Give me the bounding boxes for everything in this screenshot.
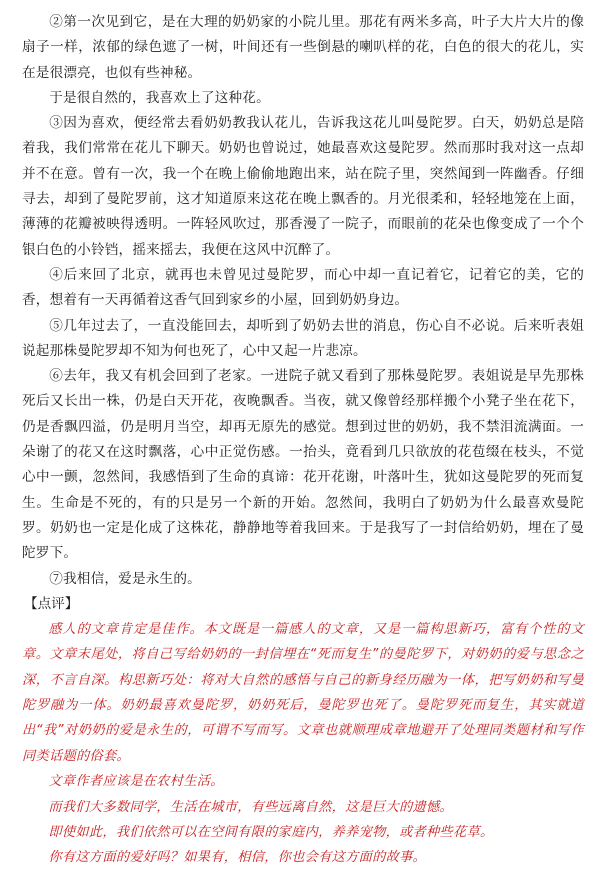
review-heading: 【点评】 (24, 595, 79, 612)
essay-paragraph-5: ⑤几年过去了，一直没能回去，却听到了奶奶去世的消息，伤心自不必说。后来听表姐说起那株曼陀罗却不知为何也死了，心中又起一片悲凉。 (22, 317, 584, 359)
essay-paragraph-2: ②第一次见到它，是在大理的奶奶家的小院儿里。那花有两米多高，叶子大片大片的像扇子一样，浓郁的绿色遮了一树，叶间还有一些倒悬的喇叭样的花，白色的很大的花儿，实在是很漂亮，也似有些神秘。 (22, 14, 584, 81)
essay-paragraph-6: ⑥去年，我又有机会回到了老家。一进院子就又看到了那株曼陀罗。表姐说是早先那株死后又长出一株，仍是白天开花，夜晚飘香。当夜，就又像曾经那样搬个小凳子坐在花下，仍是香飘四溢，仍是明月当空，却再无原先的感觉。想到过世的奶奶，我不禁泪流满面。一朵谢了的花又在这时飘落，心中正觉伤感。一抬头，竟看到几只欲放的花苞缀在枝头，不觉心中一颤，忽然间，我感悟到了生命的真谛：花开花谢，叶落叶生，犹如这曼陀罗的死而复生。生命是不死的，有的只是另一个新的开始。忽然间，我明白了奶奶为什么最喜欢曼陀罗。奶奶也一定是化成了这株花，静静地等着我回来。于是我写了一封信给奶奶，埋在了曼陀罗下。 (22, 368, 584, 562)
review-paragraph-3: 而我们大多数同学，生活在城市，有些远离自然，这是巨大的遗憾。 (48, 799, 454, 815)
review-paragraph-1: 感人的文章肯定是佳作。本文既是一篇感人的文章，又是一篇构思新巧，富有个性的文章。文章末尾处，将自己写给奶奶的一封信埋在“死而复生”的曼陀罗下，对奶奶的爱与思念之深，不言自深。构思新巧处：将对大自然的感悟与自己的新身经历融为一体，把写奶奶和写曼陀罗融为一体。奶奶最喜欢曼陀罗，奶奶死后，曼陀罗也死了。曼陀罗死而复生，其实就道出“我”对奶奶的爱是永生的，可谓不写而写。文章也就顺理成章地避开了处理同类题材和写作同类话题的俗套。 (22, 621, 584, 764)
essay-paragraph-3: ③因为喜欢，便经常去看奶奶教我认花儿，告诉我这花儿叫曼陀罗。白天，奶奶总是陪着我，我们常常在花儿下聊天。奶奶也曾说过，她最喜欢这曼陀罗。然而那时我对这一点却并不在意。曾有一次，我一个在晚上偷偷地跑出来，站在院子里，突然闻到一阵幽香。仔细寻去，却到了曼陀罗前，这才知道原来这花在晚上飘香的。月光很柔和，轻轻地笼在上面，薄薄的花瓣被映得透明。一阵轻风吹过，那香漫了一院子，而眼前的花朵也像变成了一个个银白色的小铃铛，摇来摇去，我便在这风中沉醉了。 (22, 115, 584, 258)
review-paragraph-4: 即使如此，我们依然可以在空间有限的家庭内，养养宠物，或者种些花草。 (48, 825, 494, 841)
essay-paragraph-4: ④后来回了北京，就再也未曾见过曼陀罗，而心中却一直记着它，记着它的美，它的香，想着有一天再循着这香气回到家乡的小屋，回到奶奶身边。 (22, 266, 584, 309)
review-paragraph-2: 文章作者应该是在农村生活。 (48, 774, 224, 790)
review-paragraph-5: 你有这方面的爱好吗？如果有，相信，你也会有这方面的故事。 (48, 850, 427, 866)
essay-paragraph-7: ⑦我相信，爱是永生的。 (49, 570, 201, 587)
review-body (22, 617, 584, 871)
essay-paragraph-transition: 于是很自然的，我喜欢上了这种花。 (49, 89, 270, 106)
essay-body (22, 10, 584, 592)
